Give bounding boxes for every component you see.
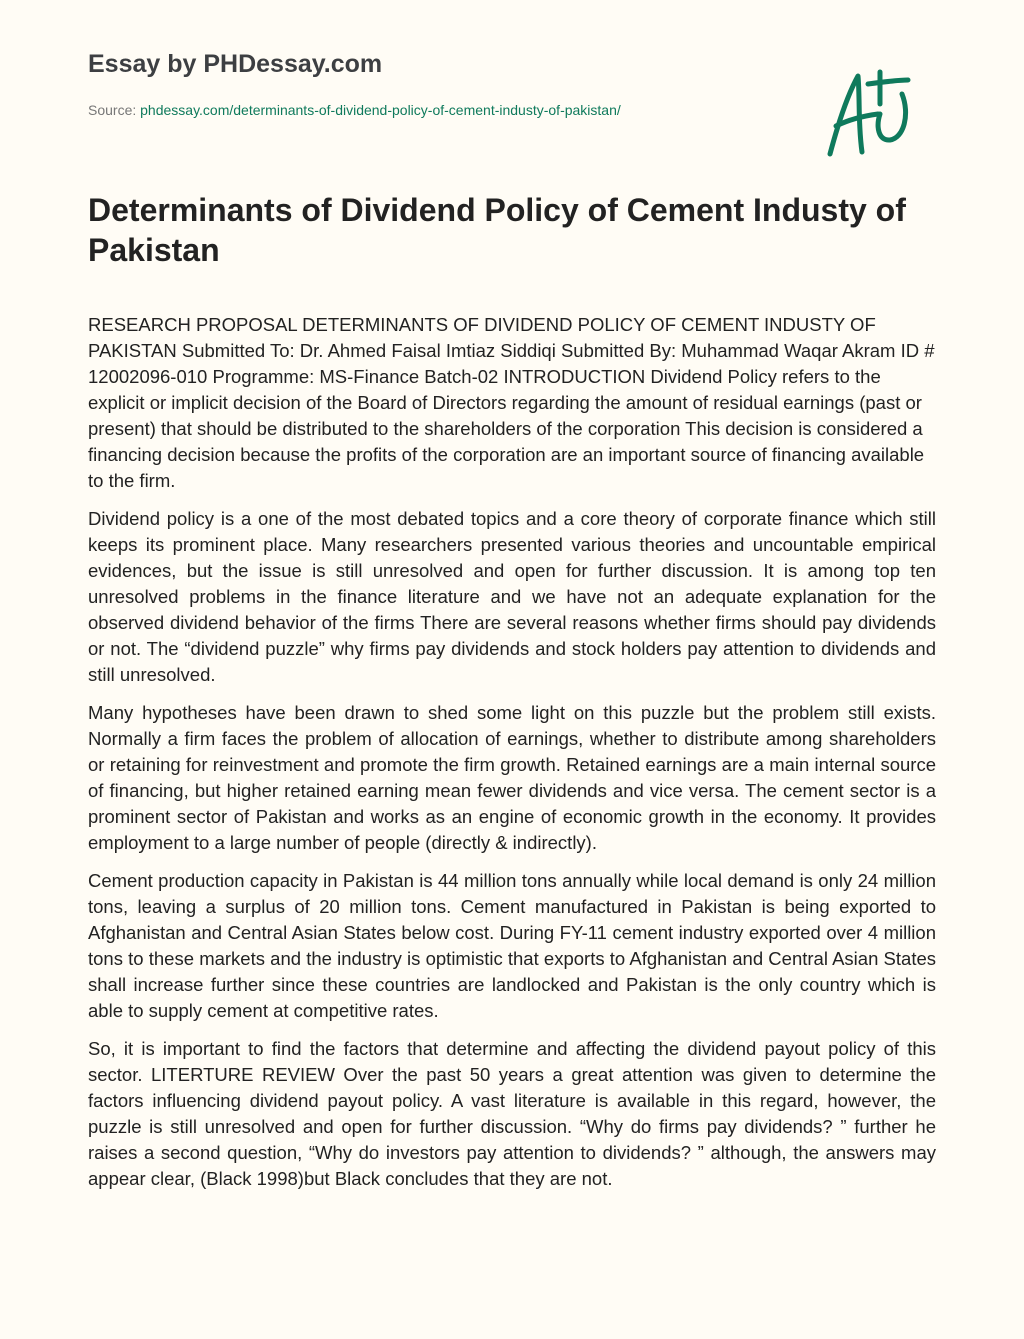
a-plus-logo-icon (818, 64, 928, 160)
source-link[interactable]: phdessay.com/determinants-of-dividend-policy-of-cement-industy-of-pakistan/ (140, 102, 621, 118)
source-line (88, 102, 621, 118)
paragraph: Cement production capacity in Pakistan is 44 million tons annually while local demand is only 24 million tons, leaving a surplus of 20 million tons. Cement manufactured in Pakistan is being exported to Afghanistan and Central Asian States below cost. During FY-11 cement industry exported over 4 million tons to these markets and the industry is optimistic that exports to Afghanistan and Central Asian States shall increase further since these countries are landlocked and Pakistan is the only country which is able to supply cement at competitive rates. (88, 870, 936, 1021)
page-title: Determinants of Dividend Policy of Cement Industy of Pakistan (88, 192, 906, 268)
paragraph: RESEARCH PROPOSAL DETERMINANTS OF DIVIDEND POLICY OF CEMENT INDUSTY OF PAKISTAN Submitted To: Dr. Ahmed Faisal Imtiaz Siddiqi Submitted By: Muhammad Waqar Akram ID # 12002096-010 Programme: MS-Finance Batch-02 INTRODUCTION Dividend Policy refers to the explicit or implicit decision of the Board of Directors regarding the amount of residual earnings (past or present) that should be distributed to the shareholders of the corporation This decision is considered a financing decision because the profits of the corporation are an important source of financing available to the firm. (88, 314, 935, 491)
source-label: Source: (88, 102, 137, 118)
essay-body (88, 312, 936, 1290)
paragraph: Dividend policy is a one of the most debated topics and a core theory of corporate finance which still keeps its prominent place. Many researchers presented various theories and uncountable empirical evidences, but the issue is still unresolved and open for further discussion. It is among top ten unresolved problems in the finance literature and we have not an adequate explanation for the observed dividend behavior of the firms There are several reasons whether firms should pay dividends or not. The “dividend puzzle” why firms pay dividends and stock holders pay attention to dividends and still unresolved. (88, 508, 936, 685)
paragraph: Many hypotheses have been drawn to shed some light on this puzzle but the problem still exists. Normally a firm faces the problem of allocation of earnings, whether to distribute among shareholders or retaining for reinvestment and promote the firm growth. Retained earnings are a main internal source of financing, but higher retained earning mean fewer dividends and vice versa. The cement sector is a prominent sector of Pakistan and works as an engine of economic growth in the economy. It provides employment to a large number of people (directly & indirectly). (88, 702, 936, 853)
site-brand: Essay by PHDessay.com (88, 50, 383, 78)
paragraph: So, it is important to find the factors that determine and affecting the dividend payout policy of this sector. LITERTURE REVIEW Over the past 50 years a great attention was given to determine the factors influencing dividend payout policy. A vast literature is available in this regard, however, the puzzle is still unresolved and open for further discussion. “Why do firms pay dividends? ” further he raises a second question, “Why do investors pay attention to dividends? ” although, the answers may appear clear, (Black 1998)but Black concludes that they are not. (88, 1038, 936, 1189)
